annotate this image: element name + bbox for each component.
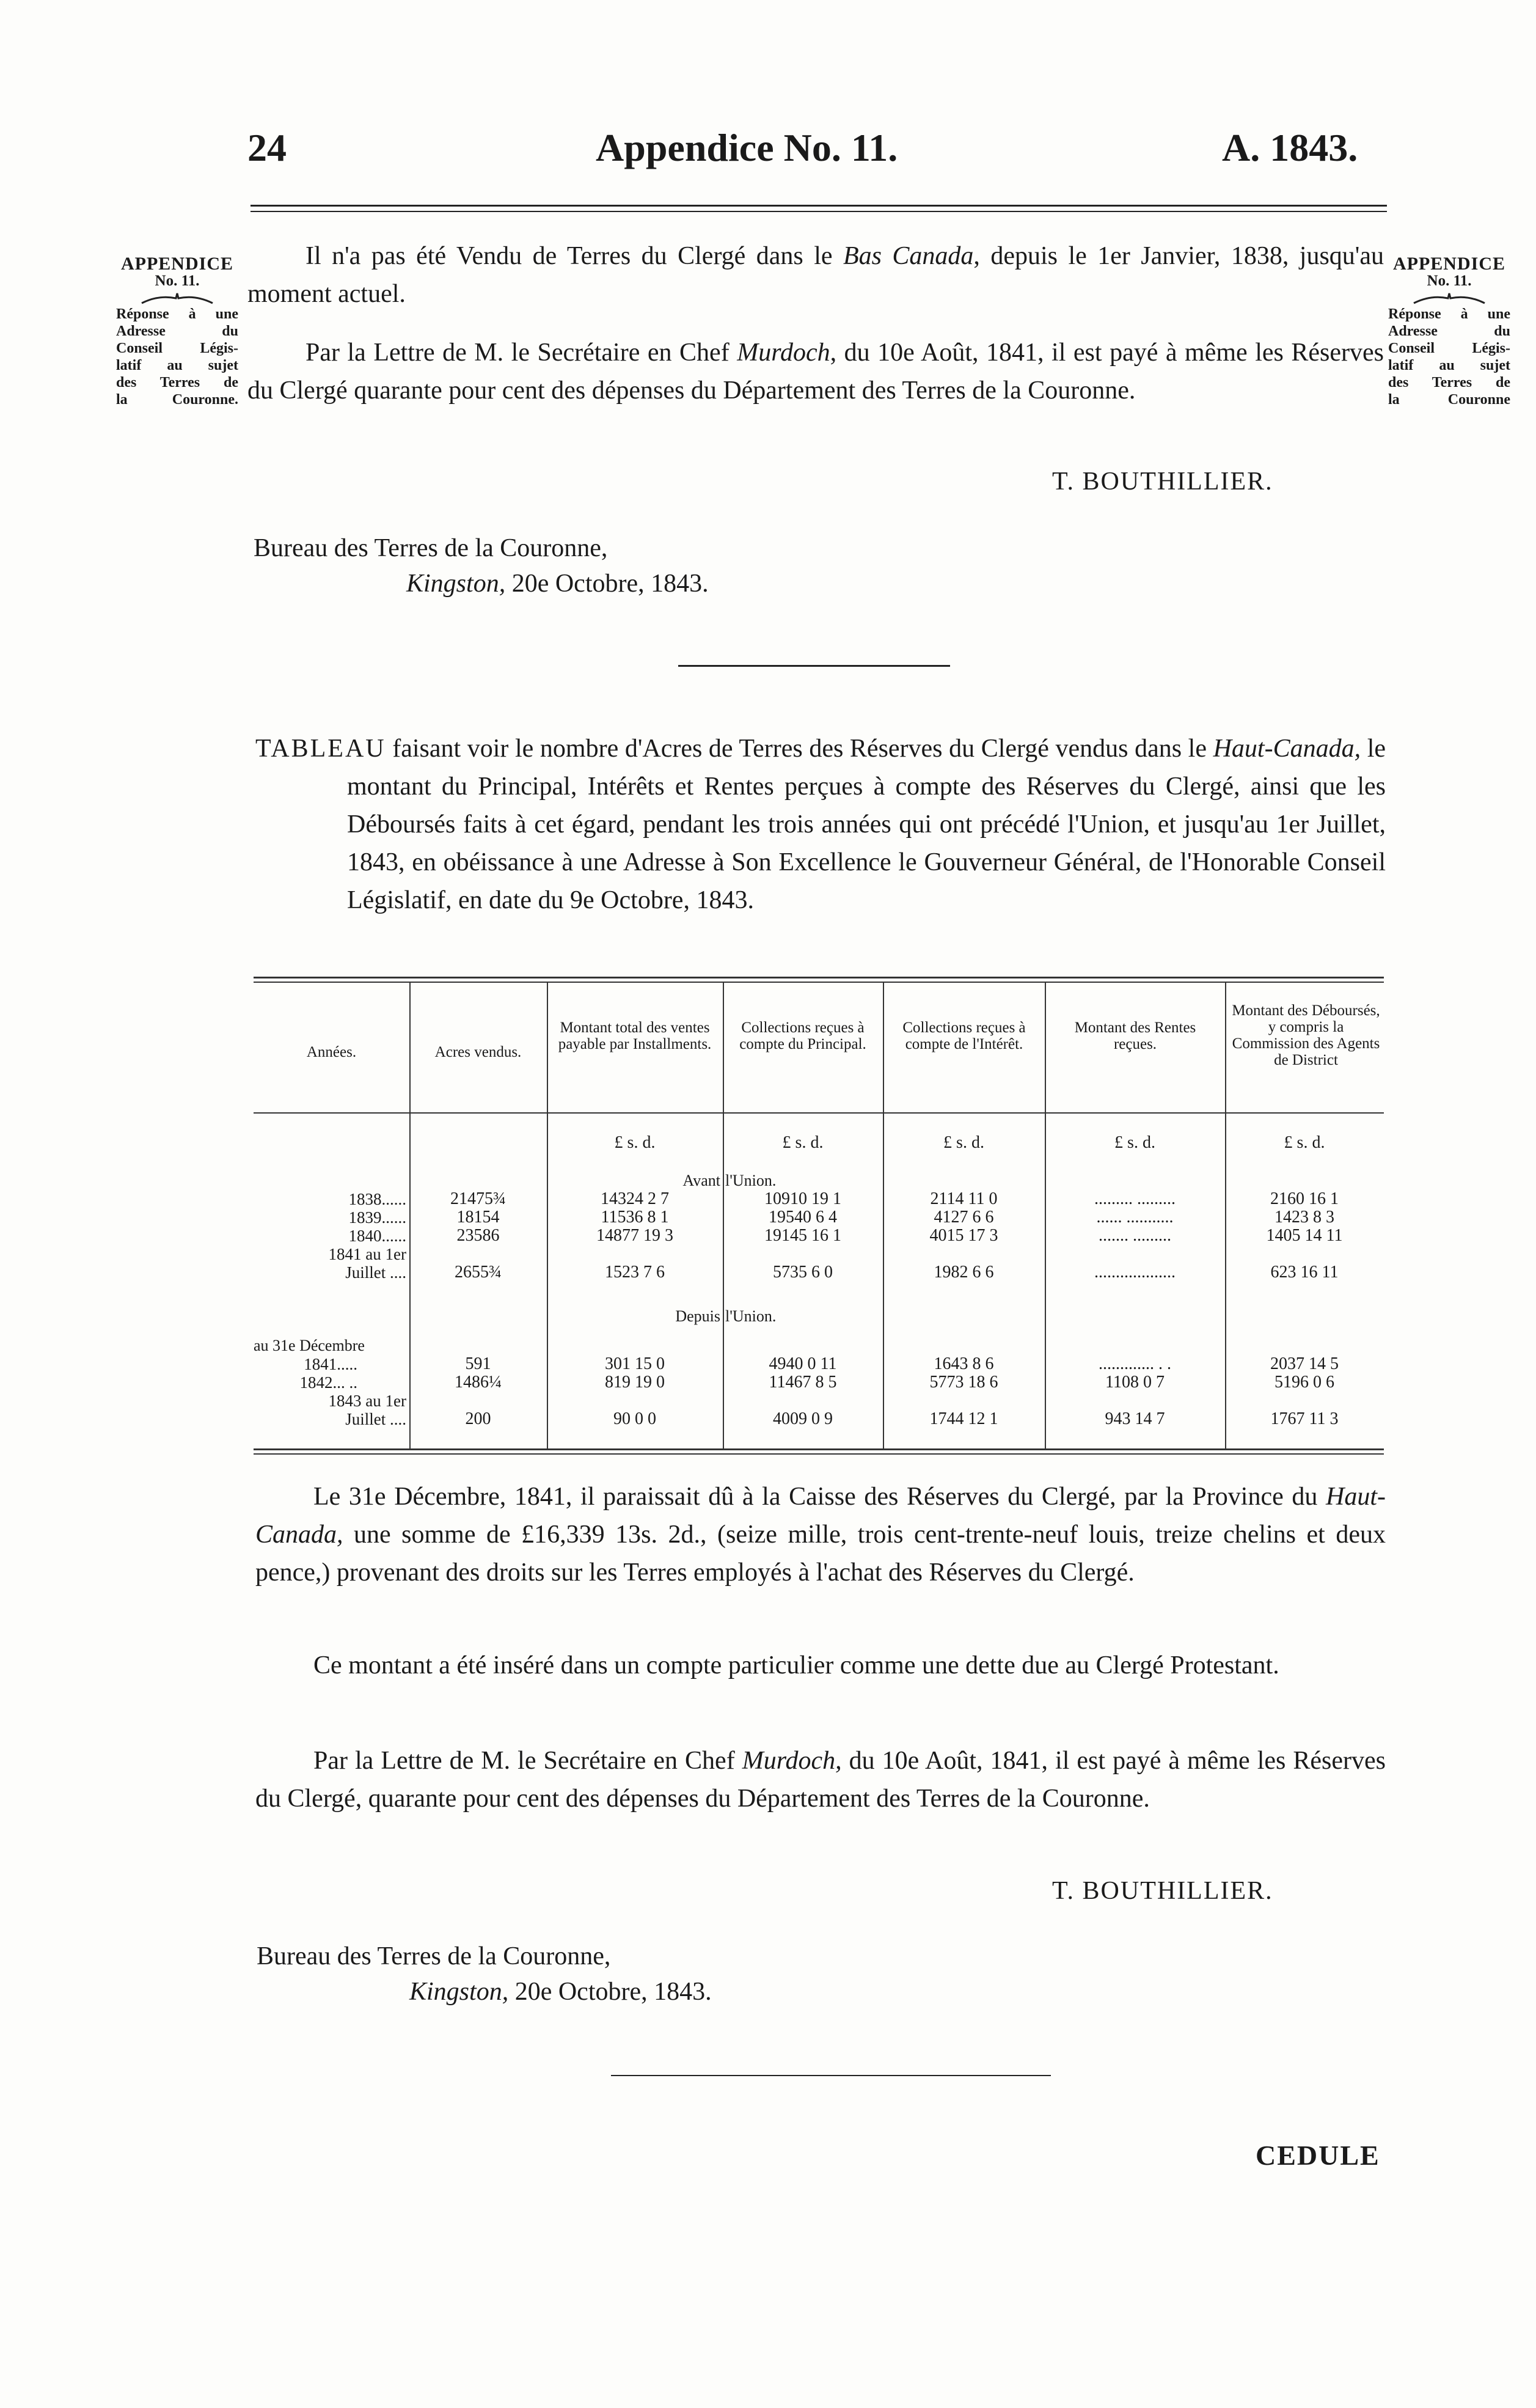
text-run-italic: Haut-Canada,	[255, 1483, 1386, 1549]
row-acres: 21475¾	[450, 1189, 506, 1208]
row-debourses: 2160 16 1	[1270, 1189, 1339, 1208]
row-rents: 1108 0 7	[1105, 1373, 1165, 1392]
row-interest: 1643 8 6	[934, 1354, 994, 1373]
text-run: le montant du Principal, Intérêts et Rentes perçues à compte des Réserves du Clergé, ainsi que les Déboursés faits à cet égard, pendant les trois années qui ont précédé l'Union, et jusqu'au 1er Juillet, 1843, en obéissance à une Adresse à Son Excellence le Gouverneur Général, de l'Honorable Conseil Législatif, en date du 9e Octobre, 1843.	[347, 735, 1386, 914]
row-year: 1840......	[348, 1227, 406, 1245]
row-year-prefix: au 31e Décembre	[254, 1337, 365, 1354]
text-run: faisant voir le nombre d'Acres de Terres des Réserves du Clergé vendus dans le	[386, 735, 1213, 763]
row-acres: 2655¾	[455, 1263, 502, 1282]
text-run-italic: Murdoch	[737, 339, 830, 367]
row-acres: 18154	[456, 1208, 500, 1227]
paragraph-letter-murdoch-2	[255, 1742, 1386, 1818]
table-rule	[254, 982, 1384, 983]
margin-note-line: des Terres de	[1388, 375, 1510, 391]
margin-note-line: la Couronne.	[116, 392, 238, 408]
margin-note-line: Réponse à une	[116, 306, 238, 322]
signature: T. BOUTHILLIER.	[1052, 468, 1273, 496]
row-principal: 19540 6 4	[769, 1208, 837, 1227]
margin-note-line: Adresse du	[1388, 323, 1510, 339]
section-label: Depuis	[675, 1307, 720, 1325]
text-run: Ce montant a été inséré dans un compte particulier comme une dette due au Clergé Protestant.	[313, 1651, 1279, 1679]
row-rents: ............. . .	[1099, 1354, 1171, 1373]
row-total: 14877 19 3	[596, 1226, 673, 1245]
column-header: Acres vendus.	[434, 1044, 522, 1060]
tableau-description	[255, 730, 1386, 919]
row-principal: 10910 19 1	[764, 1189, 841, 1208]
row-acres: 200	[465, 1409, 491, 1428]
row-debourses: 5196 0 6	[1275, 1373, 1334, 1392]
address-line: Bureau des Terres de la Couronne,	[257, 1942, 611, 1970]
row-rents: ...... ...........	[1096, 1208, 1174, 1227]
address-block	[257, 1939, 712, 2010]
row-debourses: 1423 8 3	[1275, 1208, 1334, 1227]
margin-note-number: No. 11.	[155, 273, 200, 289]
row-debourses: 623 16 11	[1270, 1263, 1339, 1282]
column-header: Collections reçues à compte du Principal.	[739, 1019, 866, 1052]
row-rents: 943 14 7	[1105, 1409, 1165, 1428]
address-date: 20e Octobre, 1843.	[505, 570, 709, 598]
text-run-italic: Haut-Canada,	[1213, 735, 1361, 763]
section-label: l'Union.	[725, 1307, 777, 1325]
row-rents: ....... .........	[1099, 1226, 1171, 1245]
row-total: 11536 8 1	[601, 1208, 669, 1227]
column-header: Montant des Rentes reçues.	[1074, 1019, 1196, 1052]
margin-note-line: la Couronne	[1388, 392, 1510, 408]
margin-note-line: latif au sujet	[116, 358, 238, 373]
row-acres: 23586	[456, 1226, 500, 1245]
page-year: A. 1843.	[1222, 126, 1358, 169]
text-run: , depuis le 1er Janvier, 1838, jusqu'au moment actuel.	[247, 242, 1384, 308]
text-run-italic: Bas Canada	[843, 242, 974, 270]
row-interest: 4127 6 6	[934, 1208, 994, 1227]
row-interest: 2114 11 0	[930, 1189, 998, 1208]
header-rule-top	[251, 205, 1387, 207]
text-run: Le 31e Décembre, 1841, il paraissait dû à la Caisse des Réserves du Clergé, par la Province du	[313, 1483, 1326, 1511]
row-interest: 5773 18 6	[929, 1373, 998, 1392]
margin-note-line: Adresse du	[116, 323, 238, 339]
header-rule-bottom	[251, 211, 1387, 212]
brace-icon	[1413, 292, 1486, 304]
section-divider	[611, 2075, 1051, 2076]
text-run: Par la Lettre de M. le Secrétaire en Chef	[313, 1747, 742, 1775]
address-block	[254, 530, 709, 601]
row-interest: 1982 6 6	[934, 1263, 994, 1282]
row-year: 1838......	[348, 1190, 406, 1208]
row-total: 14324 2 7	[601, 1189, 669, 1208]
row-total: 301 15 0	[605, 1354, 665, 1373]
margin-note-title: APPENDICE	[120, 254, 233, 274]
catchword: CEDULE	[1256, 2140, 1380, 2171]
row-year-prefix: 1841 au 1er	[328, 1245, 406, 1263]
signature: T. BOUTHILLIER.	[1052, 1877, 1273, 1905]
text-run: du 10e Août, 1841, il est payé à même les Réserves du Clergé, quarante pour cent des dépenses du Département des Terres de la Couronne.	[255, 1747, 1386, 1813]
row-year: 1842... ..	[299, 1373, 357, 1392]
address-line: Bureau des Terres de la Couronne,	[254, 534, 608, 562]
section-divider	[678, 665, 950, 667]
table-rule	[254, 1448, 1384, 1450]
currency-unit: £ s. d.	[1284, 1133, 1325, 1152]
margin-note-line: Conseil Légis-	[1388, 340, 1510, 356]
table-rule	[254, 1453, 1384, 1455]
margin-note-right	[1388, 255, 1510, 408]
row-rents: ......... .........	[1094, 1189, 1176, 1208]
paragraph-compte	[255, 1646, 1386, 1684]
text-run: Il n'a pas été Vendu de Terres du Clergé dans le	[305, 242, 843, 270]
margin-note-number: No. 11.	[1427, 273, 1472, 289]
section-label: Avant	[682, 1172, 720, 1189]
column-header: Montant total des ventes payable par Installments.	[558, 1019, 712, 1052]
row-rents: ...................	[1094, 1263, 1176, 1282]
page-title: Appendice No. 11.	[596, 126, 898, 169]
row-total: 90 0 0	[613, 1409, 656, 1428]
margin-note-title: APPENDICE	[1392, 254, 1505, 274]
paragraph-bas-canada	[247, 237, 1384, 313]
currency-unit: £ s. d.	[1114, 1133, 1155, 1152]
data-table	[254, 977, 1384, 1456]
table-rule	[254, 1112, 1384, 1114]
margin-note-line: des Terres de	[116, 375, 238, 391]
text-run-italic: Murdoch,	[742, 1747, 842, 1775]
text-run: une somme de £16,339 13s. 2d., (seize mille, trois cent-trente-neuf louis, treize chelins et deux pence,) provenant des droits sur les Terres employés à l'achat des Réserves du Clergé.	[255, 1521, 1386, 1587]
text-run: Par la Lettre de M. le Secrétaire en Chef	[305, 339, 737, 367]
row-interest: 1744 12 1	[929, 1409, 998, 1428]
row-debourses: 2037 14 5	[1270, 1354, 1339, 1373]
paragraph-letter-murdoch	[247, 334, 1384, 409]
paragraph-caisse	[255, 1478, 1386, 1591]
page-number: 24	[247, 126, 287, 169]
row-principal: 4009 0 9	[773, 1409, 833, 1428]
row-year-prefix: 1843 au 1er	[328, 1392, 406, 1410]
margin-note-line: Réponse à une	[1388, 306, 1510, 322]
row-debourses: 1767 11 3	[1270, 1409, 1339, 1428]
address-place: Kingston,	[406, 570, 506, 598]
margin-note-left	[116, 255, 238, 408]
text-run: , du 10e Août, 1841, il est payé à même les Réserves du Clergé quarante pour cent des dépenses du Département des Terres de la Couronne.	[247, 339, 1384, 405]
row-interest: 4015 17 3	[929, 1226, 998, 1245]
row-principal: 5735 6 0	[773, 1263, 833, 1282]
section-label: l'Union.	[725, 1172, 777, 1189]
address-place-date	[254, 566, 709, 601]
row-debourses: 1405 14 11	[1266, 1226, 1343, 1245]
row-principal: 19145 16 1	[764, 1226, 841, 1245]
column-header: Montant des Déboursés, y compris la Commission des Agents de District	[1232, 1002, 1380, 1068]
currency-unit: £ s. d.	[943, 1133, 984, 1152]
row-year: 1841.....	[304, 1355, 357, 1373]
address-place: Kingston,	[409, 1978, 509, 2006]
row-total: 819 19 0	[605, 1373, 665, 1392]
row-acres: 591	[465, 1354, 491, 1373]
currency-unit: £ s. d.	[614, 1133, 656, 1152]
column-header: Collections reçues à compte de l'Intérêt.	[902, 1019, 1026, 1052]
column-header: Années.	[306, 1044, 357, 1060]
row-year: Juillet ....	[345, 1263, 406, 1282]
row-year: 1839......	[348, 1208, 406, 1227]
margin-note-line: Conseil Légis-	[116, 340, 238, 356]
table-rule	[254, 977, 1384, 978]
currency-unit: £ s. d.	[782, 1133, 824, 1152]
row-year: Juillet ....	[345, 1410, 406, 1428]
address-date: 20e Octobre, 1843.	[508, 1978, 712, 2006]
address-place-date	[257, 1974, 712, 2010]
row-total: 1523 7 6	[605, 1263, 665, 1282]
row-principal: 11467 8 5	[769, 1373, 837, 1392]
margin-note-line: latif au sujet	[1388, 358, 1510, 373]
tableau-lead: TABLEAU	[255, 735, 386, 763]
row-acres: 1486¼	[455, 1373, 502, 1392]
brace-icon	[141, 292, 214, 304]
row-principal: 4940 0 11	[769, 1354, 837, 1373]
